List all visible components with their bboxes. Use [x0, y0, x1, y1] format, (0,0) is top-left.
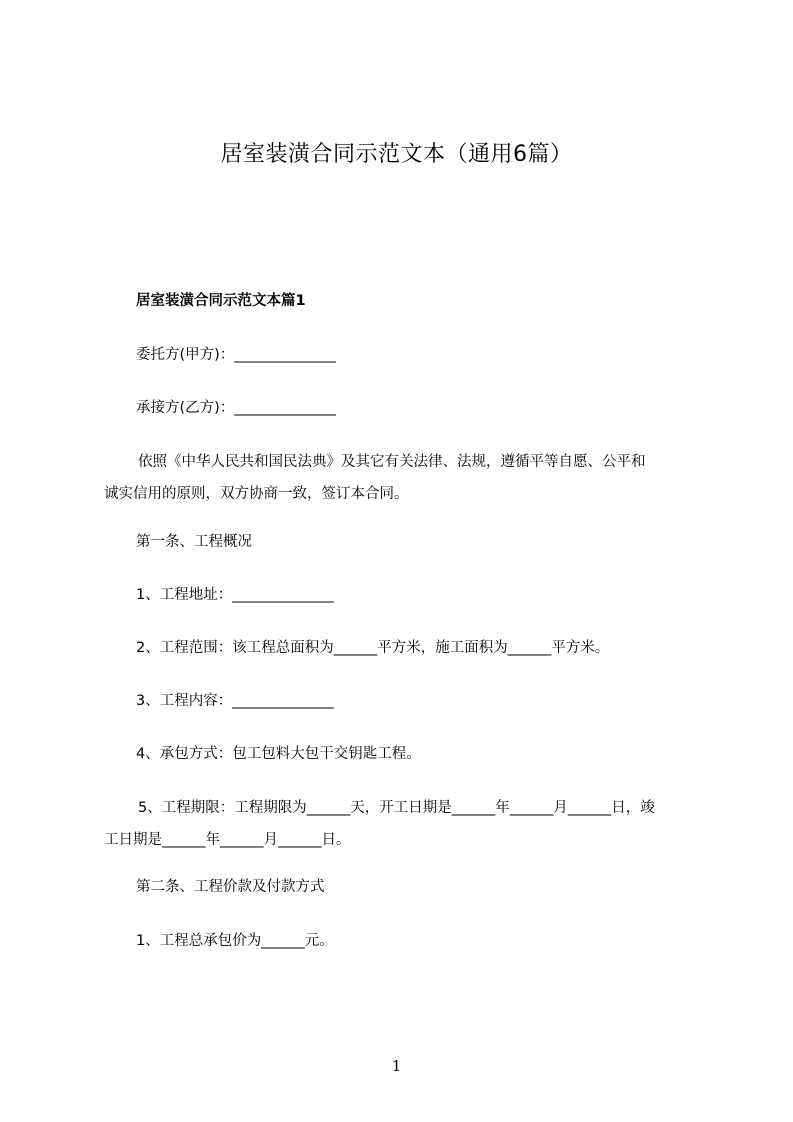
intro-line-1: 依照《中华人民共和国民法典》及其它有关法律、法规，遵循平等自愿、公平和: [138, 454, 646, 470]
article-2-heading: 第二条、工程价款及付款方式: [136, 879, 325, 895]
item-2-scope: 2、工程范围：该工程总面积为______平方米，施工面积为______平方米。: [136, 640, 610, 656]
party-a-line: 委托方(甲方)：______________: [136, 347, 336, 363]
item-5-line-1: 5、工程期限：工程期限为______天，开工日期是______年______月______日，竣: [138, 800, 655, 816]
item-1-address: 1、工程地址：______________: [136, 587, 334, 603]
article-1-heading: 第一条、工程概况: [136, 534, 252, 550]
page-number: 1: [391, 1057, 402, 1075]
party-b-line: 承接方(乙方)：______________: [136, 400, 336, 416]
intro-line-2: 诚实信用的原则，双方协商一致，签订本合同。: [104, 486, 409, 502]
item-5-line-2: 工日期是______年______月______日。: [104, 832, 351, 848]
item-5-paragraph: [104, 792, 714, 856]
item-6-total-price: 1、工程总承包价为______元。: [136, 933, 334, 949]
item-3-content: 3、工程内容：______________: [136, 693, 334, 709]
document-title: 居室装潢合同示范文本（通用6篇）: [220, 142, 573, 167]
section-heading: 居室装潢合同示范文本篇1: [136, 293, 306, 309]
intro-paragraph: [104, 446, 714, 510]
item-4-contract-mode: 4、承包方式：包工包料大包干交钥匙工程。: [136, 746, 421, 762]
